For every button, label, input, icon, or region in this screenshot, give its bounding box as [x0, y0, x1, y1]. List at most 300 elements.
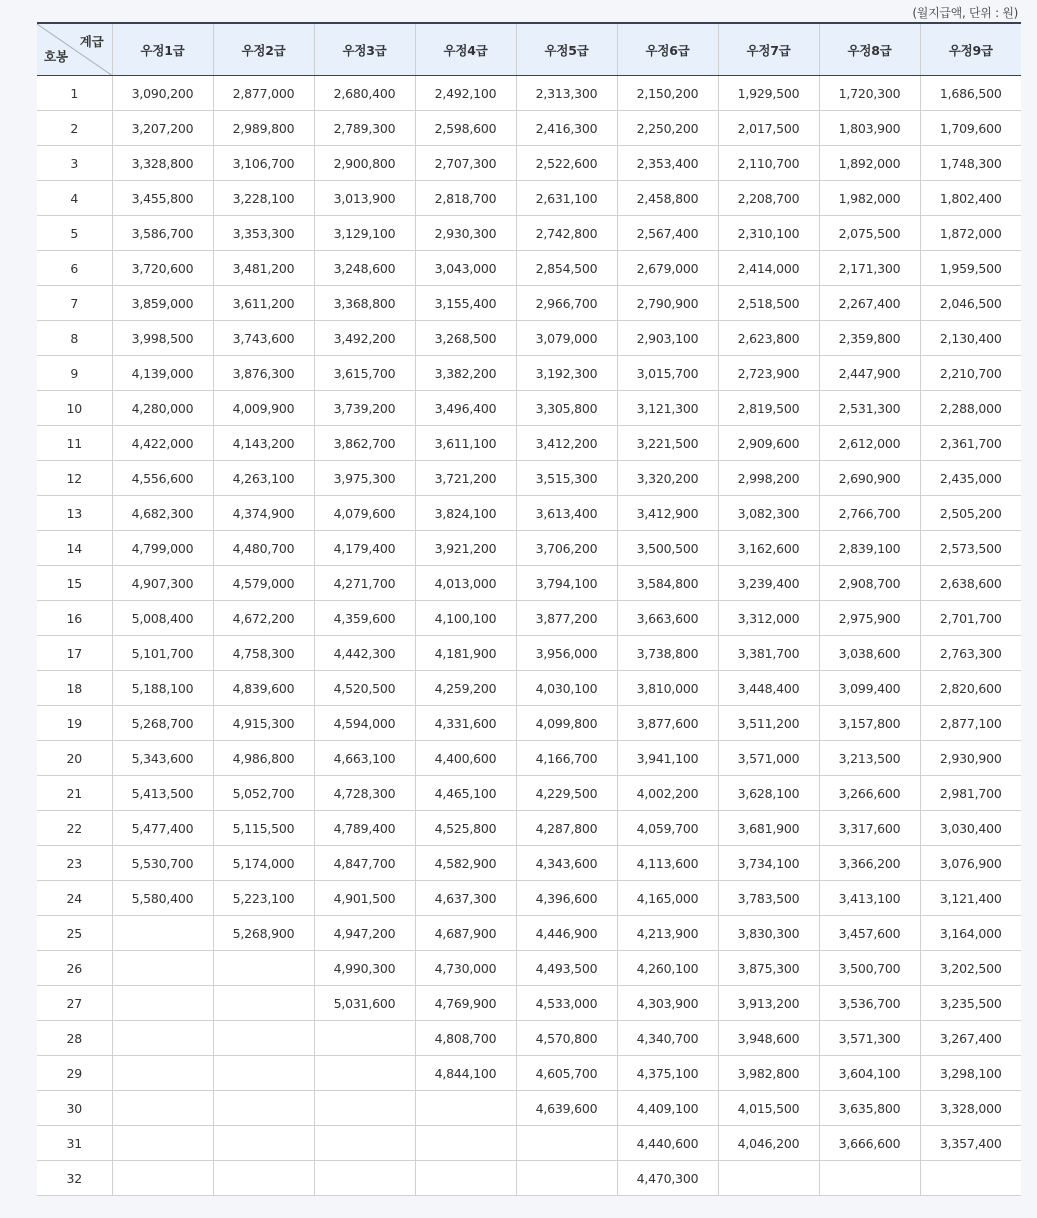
salary-cell	[112, 1091, 213, 1126]
salary-cell: 4,594,000	[314, 706, 415, 741]
salary-cell: 3,382,200	[415, 356, 516, 391]
salary-cell: 3,155,400	[415, 286, 516, 321]
salary-cell: 2,567,400	[617, 216, 718, 251]
table-row	[37, 76, 1021, 111]
salary-cell: 3,586,700	[112, 216, 213, 251]
salary-cell: 3,859,000	[112, 286, 213, 321]
table-row	[37, 776, 1021, 811]
salary-cell: 4,915,300	[213, 706, 314, 741]
salary-cell: 4,525,800	[415, 811, 516, 846]
salary-cell: 3,613,400	[516, 496, 617, 531]
table-row	[37, 811, 1021, 846]
salary-cell: 3,706,200	[516, 531, 617, 566]
salary-cell: 3,213,500	[819, 741, 920, 776]
salary-cell: 4,113,600	[617, 846, 718, 881]
table-row	[37, 251, 1021, 286]
column-header-grade-5: 우정5급	[516, 23, 617, 76]
salary-cell	[213, 1056, 314, 1091]
salary-cell: 5,580,400	[112, 881, 213, 916]
salary-cell	[516, 1126, 617, 1161]
salary-cell: 1,872,000	[920, 216, 1021, 251]
salary-cell: 3,305,800	[516, 391, 617, 426]
salary-cell: 4,374,900	[213, 496, 314, 531]
salary-cell: 3,584,800	[617, 566, 718, 601]
header-row	[37, 23, 1021, 76]
salary-cell: 2,998,200	[718, 461, 819, 496]
salary-cell	[415, 1091, 516, 1126]
salary-cell: 3,783,500	[718, 881, 819, 916]
salary-cell: 3,248,600	[314, 251, 415, 286]
salary-cell: 4,260,100	[617, 951, 718, 986]
salary-cell: 2,458,800	[617, 181, 718, 216]
salary-cell: 4,687,900	[415, 916, 516, 951]
salary-cell: 4,331,600	[415, 706, 516, 741]
salary-cell: 2,930,300	[415, 216, 516, 251]
salary-cell: 3,129,100	[314, 216, 415, 251]
salary-cell: 3,982,800	[718, 1056, 819, 1091]
salary-cell	[213, 1021, 314, 1056]
salary-cell: 2,680,400	[314, 76, 415, 111]
salary-cell: 2,900,800	[314, 146, 415, 181]
salary-cell: 4,907,300	[112, 566, 213, 601]
salary-cell: 2,598,600	[415, 111, 516, 146]
page-container	[7, 0, 1030, 1218]
step-cell: 23	[37, 846, 112, 881]
salary-cell: 5,413,500	[112, 776, 213, 811]
salary-cell: 3,975,300	[314, 461, 415, 496]
salary-cell: 3,221,500	[617, 426, 718, 461]
salary-cell	[314, 1021, 415, 1056]
table-row	[37, 1056, 1021, 1091]
salary-cell: 2,130,400	[920, 321, 1021, 356]
salary-cell: 3,043,000	[415, 251, 516, 286]
salary-cell: 3,106,700	[213, 146, 314, 181]
salary-cell: 4,099,800	[516, 706, 617, 741]
step-cell: 28	[37, 1021, 112, 1056]
column-header-grade-8: 우정8급	[819, 23, 920, 76]
salary-cell: 4,100,100	[415, 601, 516, 636]
step-cell: 8	[37, 321, 112, 356]
salary-cell: 2,975,900	[819, 601, 920, 636]
salary-cell	[314, 1056, 415, 1091]
salary-cell: 2,017,500	[718, 111, 819, 146]
salary-cell: 4,263,100	[213, 461, 314, 496]
salary-cell: 4,213,900	[617, 916, 718, 951]
salary-cell: 2,908,700	[819, 566, 920, 601]
salary-cell: 3,164,000	[920, 916, 1021, 951]
salary-cell: 3,353,300	[213, 216, 314, 251]
salary-cell: 3,317,600	[819, 811, 920, 846]
salary-cell: 3,515,300	[516, 461, 617, 496]
salary-cell	[112, 1161, 213, 1196]
salary-cell: 2,288,000	[920, 391, 1021, 426]
salary-cell: 3,743,600	[213, 321, 314, 356]
salary-cell: 2,110,700	[718, 146, 819, 181]
salary-cell: 3,366,200	[819, 846, 920, 881]
salary-cell: 2,638,600	[920, 566, 1021, 601]
step-cell: 14	[37, 531, 112, 566]
grade-axis-label: 계급	[79, 34, 104, 49]
salary-cell: 4,030,100	[516, 671, 617, 706]
salary-cell: 3,681,900	[718, 811, 819, 846]
salary-cell: 4,179,400	[314, 531, 415, 566]
salary-cell	[415, 1161, 516, 1196]
table-row	[37, 986, 1021, 1021]
salary-cell: 4,015,500	[718, 1091, 819, 1126]
salary-cell	[718, 1161, 819, 1196]
salary-cell: 3,571,000	[718, 741, 819, 776]
salary-cell: 3,862,700	[314, 426, 415, 461]
unit-note: (월지급액, 단위 : 원)	[912, 6, 1018, 20]
salary-cell: 1,982,000	[819, 181, 920, 216]
salary-cell: 4,303,900	[617, 986, 718, 1021]
salary-cell	[112, 986, 213, 1021]
salary-cell: 4,271,700	[314, 566, 415, 601]
step-cell: 6	[37, 251, 112, 286]
salary-cell: 3,604,100	[819, 1056, 920, 1091]
salary-cell: 4,446,900	[516, 916, 617, 951]
salary-cell: 4,396,600	[516, 881, 617, 916]
salary-cell: 3,121,400	[920, 881, 1021, 916]
salary-cell: 4,582,900	[415, 846, 516, 881]
salary-cell: 3,099,400	[819, 671, 920, 706]
salary-cell: 2,361,700	[920, 426, 1021, 461]
salary-cell: 4,409,100	[617, 1091, 718, 1126]
salary-cell: 3,121,300	[617, 391, 718, 426]
table-row	[37, 181, 1021, 216]
salary-cell: 3,877,200	[516, 601, 617, 636]
salary-cell: 4,847,700	[314, 846, 415, 881]
salary-cell: 3,500,500	[617, 531, 718, 566]
salary-cell: 3,500,700	[819, 951, 920, 986]
table-row	[37, 111, 1021, 146]
salary-cell: 2,966,700	[516, 286, 617, 321]
step-cell: 10	[37, 391, 112, 426]
salary-cell: 3,413,100	[819, 881, 920, 916]
salary-cell: 1,720,300	[819, 76, 920, 111]
salary-cell: 5,188,100	[112, 671, 213, 706]
salary-cell: 2,690,900	[819, 461, 920, 496]
table-row	[37, 496, 1021, 531]
step-cell: 25	[37, 916, 112, 951]
salary-cell	[819, 1161, 920, 1196]
salary-cell: 4,990,300	[314, 951, 415, 986]
salary-cell: 4,280,000	[112, 391, 213, 426]
salary-cell	[112, 1021, 213, 1056]
step-cell: 13	[37, 496, 112, 531]
salary-cell: 5,101,700	[112, 636, 213, 671]
column-header-grade-2: 우정2급	[213, 23, 314, 76]
salary-cell: 1,709,600	[920, 111, 1021, 146]
salary-cell: 4,579,000	[213, 566, 314, 601]
salary-cell: 4,287,800	[516, 811, 617, 846]
salary-table	[37, 22, 1021, 1196]
salary-cell: 4,637,300	[415, 881, 516, 916]
salary-cell: 4,143,200	[213, 426, 314, 461]
salary-cell: 2,742,800	[516, 216, 617, 251]
salary-cell: 4,470,300	[617, 1161, 718, 1196]
salary-cell: 2,981,700	[920, 776, 1021, 811]
salary-cell: 3,448,400	[718, 671, 819, 706]
salary-cell: 2,210,700	[920, 356, 1021, 391]
salary-cell: 4,059,700	[617, 811, 718, 846]
salary-cell: 3,455,800	[112, 181, 213, 216]
salary-cell: 3,948,600	[718, 1021, 819, 1056]
salary-cell: 4,493,500	[516, 951, 617, 986]
salary-cell: 2,766,700	[819, 496, 920, 531]
table-row	[37, 1091, 1021, 1126]
salary-cell: 4,672,200	[213, 601, 314, 636]
salary-cell: 4,682,300	[112, 496, 213, 531]
column-header-grade-9: 우정9급	[920, 23, 1021, 76]
table-body	[37, 76, 1021, 1196]
salary-cell: 3,368,800	[314, 286, 415, 321]
salary-cell: 3,015,700	[617, 356, 718, 391]
salary-cell: 5,477,400	[112, 811, 213, 846]
salary-cell: 3,921,200	[415, 531, 516, 566]
salary-cell: 4,844,100	[415, 1056, 516, 1091]
salary-cell: 4,002,200	[617, 776, 718, 811]
salary-cell: 2,522,600	[516, 146, 617, 181]
salary-cell: 1,803,900	[819, 111, 920, 146]
salary-cell: 2,854,500	[516, 251, 617, 286]
salary-cell: 3,611,200	[213, 286, 314, 321]
step-cell: 15	[37, 566, 112, 601]
salary-cell: 5,268,900	[213, 916, 314, 951]
salary-cell: 3,157,800	[819, 706, 920, 741]
step-cell: 17	[37, 636, 112, 671]
table-row	[37, 1126, 1021, 1161]
salary-cell: 2,150,200	[617, 76, 718, 111]
salary-cell: 3,239,400	[718, 566, 819, 601]
salary-cell: 2,573,500	[920, 531, 1021, 566]
step-cell: 2	[37, 111, 112, 146]
table-row	[37, 461, 1021, 496]
salary-cell: 4,808,700	[415, 1021, 516, 1056]
salary-cell: 2,819,500	[718, 391, 819, 426]
step-cell: 3	[37, 146, 112, 181]
salary-cell: 3,830,300	[718, 916, 819, 951]
salary-cell: 3,721,200	[415, 461, 516, 496]
salary-cell: 3,810,000	[617, 671, 718, 706]
salary-cell: 4,663,100	[314, 741, 415, 776]
column-header-grade-4: 우정4급	[415, 23, 516, 76]
salary-cell: 2,171,300	[819, 251, 920, 286]
salary-cell: 3,663,600	[617, 601, 718, 636]
table-row	[37, 531, 1021, 566]
step-cell: 29	[37, 1056, 112, 1091]
salary-cell: 3,268,500	[415, 321, 516, 356]
table-row	[37, 286, 1021, 321]
salary-cell: 2,313,300	[516, 76, 617, 111]
salary-cell: 1,959,500	[920, 251, 1021, 286]
salary-cell: 4,440,600	[617, 1126, 718, 1161]
salary-cell: 3,720,600	[112, 251, 213, 286]
salary-cell: 2,250,200	[617, 111, 718, 146]
salary-cell: 2,789,300	[314, 111, 415, 146]
salary-cell: 4,046,200	[718, 1126, 819, 1161]
step-cell: 21	[37, 776, 112, 811]
salary-cell: 2,877,000	[213, 76, 314, 111]
salary-cell: 3,320,200	[617, 461, 718, 496]
salary-cell	[213, 951, 314, 986]
salary-cell	[112, 951, 213, 986]
salary-cell: 2,909,600	[718, 426, 819, 461]
step-cell: 32	[37, 1161, 112, 1196]
salary-cell: 3,328,800	[112, 146, 213, 181]
table-row	[37, 216, 1021, 251]
salary-cell: 5,343,600	[112, 741, 213, 776]
salary-cell: 2,679,000	[617, 251, 718, 286]
salary-cell: 4,758,300	[213, 636, 314, 671]
column-header-grade-3: 우정3급	[314, 23, 415, 76]
salary-cell: 2,531,300	[819, 391, 920, 426]
salary-cell: 3,496,400	[415, 391, 516, 426]
salary-cell: 4,259,200	[415, 671, 516, 706]
salary-cell: 4,442,300	[314, 636, 415, 671]
salary-cell: 2,877,100	[920, 706, 1021, 741]
table-row	[37, 916, 1021, 951]
step-cell: 26	[37, 951, 112, 986]
salary-cell: 3,235,500	[920, 986, 1021, 1021]
salary-cell: 2,701,700	[920, 601, 1021, 636]
step-cell: 4	[37, 181, 112, 216]
salary-cell: 2,612,000	[819, 426, 920, 461]
salary-cell: 3,457,600	[819, 916, 920, 951]
salary-cell: 1,686,500	[920, 76, 1021, 111]
table-row	[37, 391, 1021, 426]
step-cell: 18	[37, 671, 112, 706]
salary-cell: 2,414,000	[718, 251, 819, 286]
salary-cell: 4,166,700	[516, 741, 617, 776]
salary-cell: 3,328,000	[920, 1091, 1021, 1126]
salary-cell: 2,518,500	[718, 286, 819, 321]
salary-cell: 2,839,100	[819, 531, 920, 566]
salary-cell: 2,820,600	[920, 671, 1021, 706]
step-cell: 7	[37, 286, 112, 321]
step-cell: 27	[37, 986, 112, 1021]
step-cell: 31	[37, 1126, 112, 1161]
salary-cell: 3,266,600	[819, 776, 920, 811]
salary-cell: 2,447,900	[819, 356, 920, 391]
salary-cell: 4,799,000	[112, 531, 213, 566]
salary-cell: 3,666,600	[819, 1126, 920, 1161]
salary-cell: 3,956,000	[516, 636, 617, 671]
salary-cell: 3,492,200	[314, 321, 415, 356]
salary-cell: 3,090,200	[112, 76, 213, 111]
salary-cell: 5,268,700	[112, 706, 213, 741]
salary-cell: 3,013,900	[314, 181, 415, 216]
salary-cell: 3,738,800	[617, 636, 718, 671]
salary-cell: 3,381,700	[718, 636, 819, 671]
salary-cell	[314, 1161, 415, 1196]
salary-cell: 3,875,300	[718, 951, 819, 986]
table-row	[37, 356, 1021, 391]
salary-cell: 2,763,300	[920, 636, 1021, 671]
salary-cell	[213, 986, 314, 1021]
salary-cell: 2,631,100	[516, 181, 617, 216]
table-row	[37, 601, 1021, 636]
salary-cell: 4,556,600	[112, 461, 213, 496]
salary-cell: 3,824,100	[415, 496, 516, 531]
table-row	[37, 146, 1021, 181]
table-row	[37, 321, 1021, 356]
step-cell: 24	[37, 881, 112, 916]
salary-cell: 3,412,900	[617, 496, 718, 531]
salary-cell: 5,052,700	[213, 776, 314, 811]
salary-cell: 3,615,700	[314, 356, 415, 391]
salary-cell: 4,605,700	[516, 1056, 617, 1091]
salary-cell: 2,046,500	[920, 286, 1021, 321]
step-cell: 12	[37, 461, 112, 496]
salary-cell: 3,734,100	[718, 846, 819, 881]
salary-cell: 3,079,000	[516, 321, 617, 356]
salary-cell: 2,267,400	[819, 286, 920, 321]
table-row	[37, 1161, 1021, 1196]
salary-cell: 3,913,200	[718, 986, 819, 1021]
salary-cell: 2,359,800	[819, 321, 920, 356]
column-header-grade-7: 우정7급	[718, 23, 819, 76]
salary-cell: 4,400,600	[415, 741, 516, 776]
salary-cell: 3,030,400	[920, 811, 1021, 846]
step-cell: 5	[37, 216, 112, 251]
salary-cell	[516, 1161, 617, 1196]
salary-cell: 3,877,600	[617, 706, 718, 741]
salary-cell: 3,571,300	[819, 1021, 920, 1056]
salary-cell: 5,174,000	[213, 846, 314, 881]
salary-cell: 2,435,000	[920, 461, 1021, 496]
salary-cell: 4,520,500	[314, 671, 415, 706]
salary-cell: 3,267,400	[920, 1021, 1021, 1056]
step-axis-label: 호봉	[44, 49, 68, 64]
table-row	[37, 951, 1021, 986]
step-cell: 22	[37, 811, 112, 846]
salary-cell: 2,930,900	[920, 741, 1021, 776]
salary-cell: 4,728,300	[314, 776, 415, 811]
salary-cell	[112, 1126, 213, 1161]
salary-cell: 2,208,700	[718, 181, 819, 216]
salary-cell	[415, 1126, 516, 1161]
salary-cell: 1,892,000	[819, 146, 920, 181]
salary-cell: 2,989,800	[213, 111, 314, 146]
salary-cell: 4,730,000	[415, 951, 516, 986]
table-row	[37, 671, 1021, 706]
salary-cell: 4,229,500	[516, 776, 617, 811]
salary-cell: 3,941,100	[617, 741, 718, 776]
salary-cell: 3,412,200	[516, 426, 617, 461]
salary-cell: 3,628,100	[718, 776, 819, 811]
salary-cell: 4,533,000	[516, 986, 617, 1021]
salary-cell: 4,480,700	[213, 531, 314, 566]
salary-cell: 2,707,300	[415, 146, 516, 181]
salary-cell: 4,422,000	[112, 426, 213, 461]
salary-cell: 4,359,600	[314, 601, 415, 636]
salary-cell: 4,789,400	[314, 811, 415, 846]
salary-cell: 4,181,900	[415, 636, 516, 671]
salary-cell: 5,008,400	[112, 601, 213, 636]
salary-cell: 1,802,400	[920, 181, 1021, 216]
salary-cell: 3,357,400	[920, 1126, 1021, 1161]
corner-header-cell	[37, 23, 112, 76]
salary-cell	[213, 1161, 314, 1196]
table-row	[37, 741, 1021, 776]
salary-cell: 4,009,900	[213, 391, 314, 426]
salary-cell: 2,075,500	[819, 216, 920, 251]
salary-cell: 3,207,200	[112, 111, 213, 146]
salary-cell: 4,839,600	[213, 671, 314, 706]
column-header-grade-6: 우정6급	[617, 23, 718, 76]
salary-cell: 3,162,600	[718, 531, 819, 566]
